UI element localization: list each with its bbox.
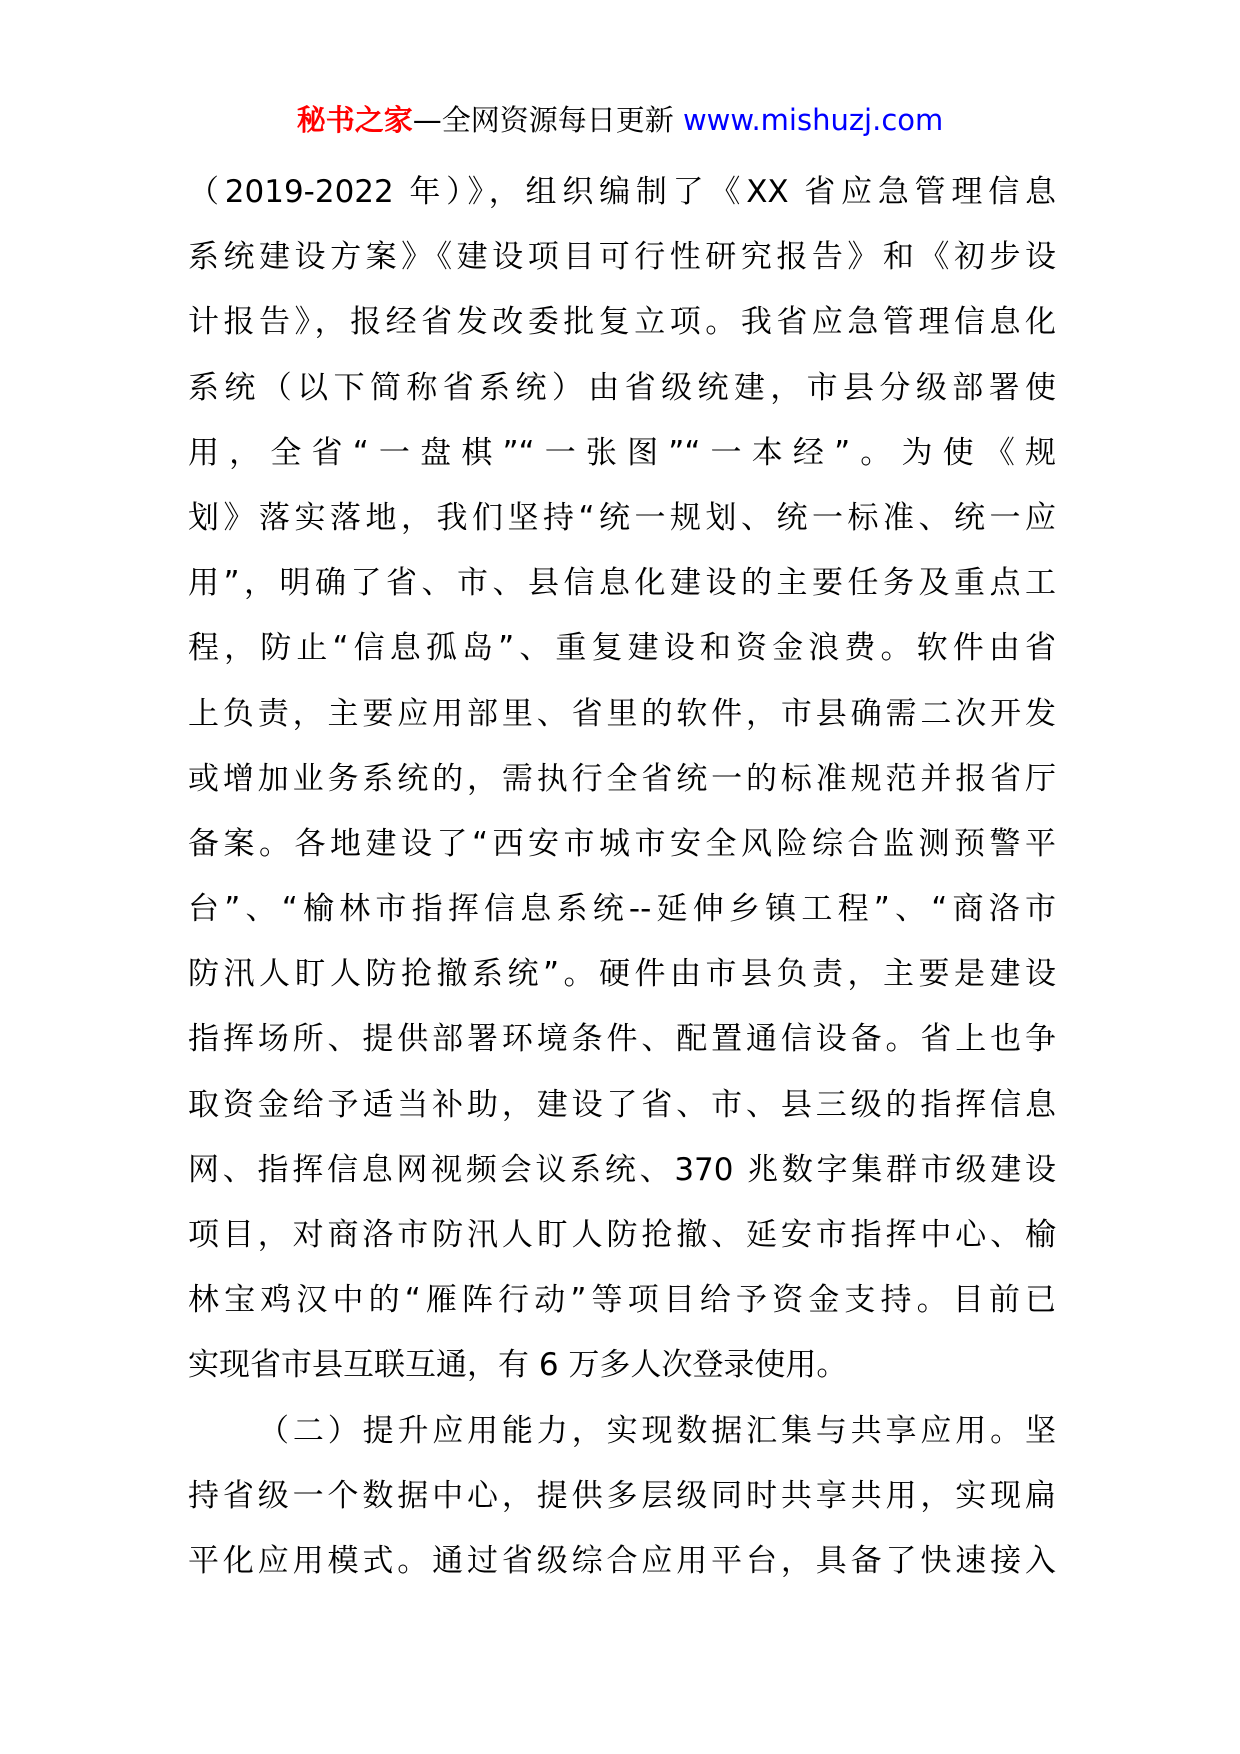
- body-line: 网、指挥信息网视频会议系统、370 兆数字集群市级建设: [188, 1151, 1056, 1188]
- header-url-link[interactable]: www.mishuzj.com: [682, 103, 944, 137]
- body-line: 系统建设方案》《建设项目可行性研究报告》和《初步设: [188, 239, 1056, 276]
- page-header: [0, 100, 1240, 140]
- body-line: 防汛人盯人防抢撤系统”。硬件由市县负责，主要是建设: [188, 956, 1056, 993]
- body-line: 备案。各地建设了“西安市城市安全风险综合监测预警平: [188, 825, 1056, 862]
- body-line: 台”、“榆林市指挥信息系统--延伸乡镇工程”、“商洛市: [188, 891, 1056, 928]
- body-line: 平化应用模式。通过省级综合应用平台，具备了快速接入: [188, 1542, 1056, 1579]
- header-brand: 秘书之家: [296, 103, 413, 137]
- body-line: （2019-2022 年）》，组织编制了《XX 省应急管理信息: [188, 174, 1056, 210]
- document-body: [188, 160, 1056, 1594]
- body-line: 项目，对商洛市防汛人盯人防抢撤、延安市指挥中心、榆: [188, 1217, 1056, 1253]
- body-line: 用，全省“一盘棋”“一张图”“一本经”。为使《规: [188, 434, 1056, 471]
- body-line: （二）提升应用能力，实现数据汇集与共享应用。坚: [258, 1412, 1056, 1449]
- body-line: 实现省市县互联互通，有 6 万多人次登录使用。: [188, 1347, 848, 1384]
- body-line: 持省级一个数据中心，提供多层级同时共享共用，实现扁: [188, 1477, 1056, 1514]
- body-line: 上负责，主要应用部里、省里的软件，市县确需二次开发: [188, 695, 1056, 732]
- body-line: 计报告》，报经省发改委批复立项。我省应急管理信息化: [188, 304, 1056, 341]
- body-line: 取资金给予适当补助，建设了省、市、县三级的指挥信息: [188, 1086, 1056, 1123]
- body-line: 程，防止“信息孤岛”、重复建设和资金浪费。软件由省: [188, 630, 1056, 667]
- body-line: 指挥场所、提供部署环境条件、配置通信设备。省上也争: [188, 1021, 1056, 1058]
- body-line: 或增加业务系统的，需执行全省统一的标准规范并报省厅: [188, 760, 1056, 797]
- body-line: 划》落实落地，我们坚持“统一规划、统一标准、统一应: [188, 499, 1056, 536]
- body-line: 林宝鸡汉中的“雁阵行动”等项目给予资金支持。目前已: [188, 1282, 1056, 1319]
- body-line: 用”，明确了省、市、县信息化建设的主要任务及重点工: [188, 565, 1056, 602]
- header-tagline: —全网资源每日更新: [412, 103, 683, 137]
- body-line: 系统（以下简称省系统）由省级统建，市县分级部署使: [188, 369, 1056, 406]
